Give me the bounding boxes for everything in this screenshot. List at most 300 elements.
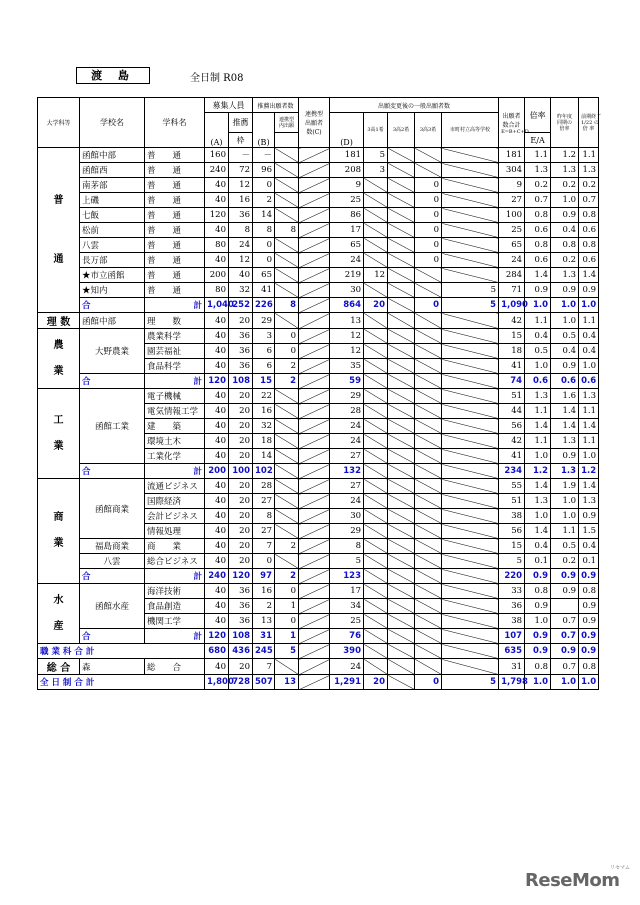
capa-applicants [275, 494, 299, 509]
general-other [442, 329, 499, 344]
capacity-a: 40 [205, 494, 229, 509]
dept-name: 建 築 [145, 419, 205, 434]
total-e: 42 [499, 434, 525, 449]
header-limit2: 枠 [229, 133, 253, 148]
recommend-b: 507 [253, 675, 275, 690]
capacity-a: 40 [205, 329, 229, 344]
general-g2 [388, 539, 415, 554]
recommend-b: 8 [253, 223, 275, 238]
rate: 0.9 [525, 283, 551, 298]
general-g1 [364, 644, 388, 659]
general-d: 12 [330, 344, 364, 359]
total-e: 15 [499, 539, 525, 554]
general-d: 76 [330, 629, 364, 644]
dept-name: 園芸福祉 [145, 344, 205, 359]
total-e: 74 [499, 374, 525, 389]
linked-c [299, 223, 330, 238]
total-e: 1,090 [499, 298, 525, 313]
linked-c [299, 329, 330, 344]
general-g3 [415, 148, 442, 163]
header-g2: 3高2希 [388, 113, 415, 148]
school-name: 森 [80, 659, 145, 675]
linked-c [299, 569, 330, 584]
header-linked: 連携型 出願者 数(C) [299, 98, 330, 148]
recommend-b: 96 [253, 163, 275, 178]
final-rate: 0.8 [579, 584, 599, 599]
total-e: 234 [499, 464, 525, 479]
general-other [442, 389, 499, 404]
header-final: 前期終了 1/22 の 倍 率 [579, 98, 599, 148]
recommend-b: 28 [253, 479, 275, 494]
dept-name: 普 通 [145, 178, 205, 193]
general-d: 24 [330, 253, 364, 268]
recommend-limit: 20 [229, 539, 253, 554]
general-g1 [364, 479, 388, 494]
recommend-limit: 436 [229, 644, 253, 659]
dept-name: 理 数 [145, 313, 205, 329]
recommend-limit: 20 [229, 659, 253, 675]
general-g1 [364, 344, 388, 359]
capa-applicants: 2 [275, 374, 299, 389]
general-g2 [388, 344, 415, 359]
linked-c [299, 389, 330, 404]
table-row [38, 163, 599, 178]
final-rate: 1.3 [579, 163, 599, 178]
capa-applicants [275, 554, 299, 569]
final-rate: 1.4 [579, 419, 599, 434]
header-g1: 3高1希 [364, 113, 388, 148]
rate: 1.4 [525, 479, 551, 494]
final-rate: 0.2 [579, 178, 599, 193]
dept-name: 電子機械 [145, 389, 205, 404]
general-g2 [388, 178, 415, 193]
general-g2 [388, 329, 415, 344]
general-g2 [388, 509, 415, 524]
final-rate: 1.0 [579, 298, 599, 313]
general-g3 [415, 389, 442, 404]
recommend-b: 8 [253, 509, 275, 524]
final-rate: 0.4 [579, 539, 599, 554]
capa-applicants [275, 253, 299, 268]
rate: 1.0 [525, 614, 551, 629]
prev-rate: 0.5 [551, 539, 579, 554]
prev-rate: 0.6 [551, 374, 579, 389]
general-g3 [415, 599, 442, 614]
total-e: 38 [499, 614, 525, 629]
linked-c [299, 268, 330, 283]
dept-name: 流通ビジネス [145, 479, 205, 494]
linked-c [299, 524, 330, 539]
capa-applicants [275, 509, 299, 524]
capacity-a: 40 [205, 359, 229, 374]
school-name: 函館商業 [80, 479, 145, 539]
total-e: 1,798 [499, 675, 525, 690]
prev-rate: 1.0 [551, 494, 579, 509]
dept-name: 普 通 [145, 193, 205, 208]
general-d: 13 [330, 313, 364, 329]
linked-c [299, 614, 330, 629]
general-g2 [388, 494, 415, 509]
linked-c [299, 539, 330, 554]
capacity-a: 40 [205, 389, 229, 404]
table-row [38, 178, 599, 193]
header-ea: E/A [525, 133, 551, 148]
general-g3 [415, 313, 442, 329]
dept-name: 商 業 [145, 539, 205, 554]
prev-rate: 0.9 [551, 283, 579, 298]
linked-c [299, 554, 330, 569]
final-rate: 0.9 [579, 569, 599, 584]
final-rate: 0.9 [579, 509, 599, 524]
general-g1: 3 [364, 163, 388, 178]
table-row [38, 223, 599, 238]
general-d: 24 [330, 494, 364, 509]
recommend-limit: 120 [229, 569, 253, 584]
general-other [442, 419, 499, 434]
general-d: 30 [330, 509, 364, 524]
fulltime-total-label: 全 日 制 合 計 [38, 675, 205, 690]
general-g1 [364, 374, 388, 389]
linked-c [299, 584, 330, 599]
general-other [442, 208, 499, 223]
general-other [442, 629, 499, 644]
total-e: 18 [499, 344, 525, 359]
rate: 1.0 [525, 509, 551, 524]
general-other [442, 223, 499, 238]
final-rate: 0.6 [579, 374, 599, 389]
general-other [442, 599, 499, 614]
header-limit: 推薦 [229, 113, 253, 133]
final-rate: 1.0 [579, 449, 599, 464]
total-e: 56 [499, 524, 525, 539]
general-d: 8 [330, 539, 364, 554]
general-other [442, 374, 499, 389]
prev-rate: 1.4 [551, 419, 579, 434]
prev-rate: 1.3 [551, 268, 579, 283]
linked-c [299, 208, 330, 223]
school-name: 函館工業 [80, 389, 145, 464]
header-total: 出願者 数合計 E=B+C+D [499, 98, 525, 148]
dept-name: 情報処理 [145, 524, 205, 539]
general-g1: 20 [364, 675, 388, 690]
recommend-limit: 20 [229, 389, 253, 404]
recommend-b: 102 [253, 464, 275, 479]
rate: 1.1 [525, 148, 551, 163]
total-e: 220 [499, 569, 525, 584]
dept-name: 会計ビジネス [145, 509, 205, 524]
total-e: 27 [499, 193, 525, 208]
header-rate: 倍率 [525, 98, 551, 133]
general-g2 [388, 629, 415, 644]
general-g3 [415, 494, 442, 509]
general-g3 [415, 419, 442, 434]
rate: 0.8 [525, 208, 551, 223]
general-other [442, 238, 499, 253]
recommend-limit: 252 [229, 298, 253, 313]
rate: 1.4 [525, 524, 551, 539]
general-other [442, 554, 499, 569]
general-g1 [364, 524, 388, 539]
prev-rate: 0.7 [551, 614, 579, 629]
recommend-limit: 36 [229, 359, 253, 374]
general-other [442, 659, 499, 675]
general-d: 35 [330, 359, 364, 374]
general-other [442, 524, 499, 539]
linked-c [299, 644, 330, 659]
general-g1 [364, 614, 388, 629]
rate: 0.7 [525, 193, 551, 208]
linked-c [299, 374, 330, 389]
general-g1 [364, 569, 388, 584]
general-g3 [415, 283, 442, 298]
recommend-b: 16 [253, 404, 275, 419]
prev-rate: 0.2 [551, 554, 579, 569]
linked-c [299, 434, 330, 449]
recommend-limit: 20 [229, 479, 253, 494]
table-row [38, 208, 599, 223]
linked-c [299, 509, 330, 524]
recommend-b: 27 [253, 524, 275, 539]
general-g3 [415, 539, 442, 554]
recommend-b: 31 [253, 629, 275, 644]
recommend-limit: 36 [229, 584, 253, 599]
header-other: 市町村立高等学校 [442, 113, 499, 148]
applicants-table [37, 97, 602, 690]
general-g3 [415, 659, 442, 675]
general-g3 [415, 554, 442, 569]
general-g3 [415, 479, 442, 494]
rate: 0.6 [525, 253, 551, 268]
capa-applicants [275, 419, 299, 434]
capa-applicants [275, 313, 299, 329]
rate: 0.9 [525, 569, 551, 584]
category-futsu: 普 通 [38, 148, 80, 313]
capacity-a: 40 [205, 434, 229, 449]
header-general: 出願変更後の一般出願者数 [330, 98, 499, 113]
general-g3 [415, 344, 442, 359]
general-other [442, 614, 499, 629]
capacity-a: 1,800 [205, 675, 229, 690]
linked-c [299, 163, 330, 178]
general-g3 [415, 629, 442, 644]
school-name: 七飯 [80, 208, 145, 223]
general-g3 [415, 374, 442, 389]
rate: 1.1 [525, 313, 551, 329]
capa-applicants: 0 [275, 584, 299, 599]
school-name: 長万部 [80, 253, 145, 268]
table-row [38, 268, 599, 283]
dept-name: 普 通 [145, 283, 205, 298]
recommend-limit: 20 [229, 449, 253, 464]
final-rate: 0.9 [579, 283, 599, 298]
recommend-limit: 72 [229, 163, 253, 178]
linked-c [299, 479, 330, 494]
capa-applicants: 1 [275, 599, 299, 614]
header-dept: 学科名 [145, 98, 205, 148]
general-g2 [388, 238, 415, 253]
linked-c [299, 344, 330, 359]
category-sui: 水 産 [38, 584, 80, 644]
general-other [442, 464, 499, 479]
final-rate: 1.5 [579, 524, 599, 539]
capa-applicants: 5 [275, 644, 299, 659]
header-recommend: 推薦出願者数 [253, 98, 299, 113]
general-other [442, 344, 499, 359]
general-other [442, 148, 499, 163]
general-g1 [364, 509, 388, 524]
total-e: 5 [499, 554, 525, 569]
final-rate: 0.8 [579, 659, 599, 675]
capacity-a: 40 [205, 614, 229, 629]
grand-row [38, 644, 599, 659]
dept-name: 農業科学 [145, 329, 205, 344]
subtotal-label2: 計 [145, 629, 205, 644]
prev-rate: 1.0 [551, 193, 579, 208]
general-g1 [364, 193, 388, 208]
general-g1 [364, 659, 388, 675]
table-row [38, 389, 599, 404]
general-other [442, 313, 499, 329]
rate: 0.8 [525, 659, 551, 675]
prev-rate: 1.3 [551, 464, 579, 479]
rate: 0.8 [525, 584, 551, 599]
capacity-a: 200 [205, 268, 229, 283]
rate: 1.1 [525, 434, 551, 449]
header-school: 学校名 [80, 98, 145, 148]
total-e: 15 [499, 329, 525, 344]
general-other [442, 539, 499, 554]
recommend-b: 14 [253, 208, 275, 223]
header-g3: 3高3希 [415, 113, 442, 148]
dept-name: 普 通 [145, 268, 205, 283]
capa-applicants [275, 268, 299, 283]
linked-c [299, 675, 330, 690]
prev-rate: 0.9 [551, 208, 579, 223]
general-g1 [364, 283, 388, 298]
dept-name: 普 通 [145, 238, 205, 253]
capacity-a: 40 [205, 404, 229, 419]
general-g1 [364, 238, 388, 253]
capacity-a: 680 [205, 644, 229, 659]
general-other [442, 449, 499, 464]
recommend-limit: 20 [229, 404, 253, 419]
prev-rate: 0.7 [551, 659, 579, 675]
general-g3 [415, 449, 442, 464]
rate: 1.0 [525, 359, 551, 374]
school-name: 八雲 [80, 554, 145, 569]
recommend-b: 41 [253, 283, 275, 298]
capacity-a: 40 [205, 449, 229, 464]
rate: 0.8 [525, 238, 551, 253]
total-e: 38 [499, 509, 525, 524]
capacity-a: 40 [205, 554, 229, 569]
capa-applicants [275, 659, 299, 675]
general-g2 [388, 389, 415, 404]
capa-applicants: 0 [275, 344, 299, 359]
general-d: 25 [330, 193, 364, 208]
general-g3: 0 [415, 208, 442, 223]
general-g2 [388, 253, 415, 268]
general-g1 [364, 313, 388, 329]
general-g2 [388, 313, 415, 329]
region-label: 渡 島 [76, 67, 150, 84]
rate: 1.4 [525, 419, 551, 434]
total-e: 41 [499, 449, 525, 464]
capacity-a: 1,040 [205, 298, 229, 313]
general-d: 24 [330, 419, 364, 434]
general-d: 59 [330, 374, 364, 389]
rate: 0.9 [525, 629, 551, 644]
capa-applicants [275, 178, 299, 193]
dept-name: 総 合 [145, 659, 205, 675]
prev-rate: 0.8 [551, 238, 579, 253]
final-rate: 0.6 [579, 223, 599, 238]
general-g2 [388, 644, 415, 659]
general-g1 [364, 419, 388, 434]
general-g1 [364, 389, 388, 404]
prev-rate: 0.7 [551, 629, 579, 644]
recommend-limit: 36 [229, 599, 253, 614]
prev-rate: 1.0 [551, 298, 579, 313]
general-g3 [415, 569, 442, 584]
rate: 0.5 [525, 344, 551, 359]
subtotal-label: 合 [80, 569, 145, 584]
general-d: 17 [330, 584, 364, 599]
subtotal-label2: 計 [145, 298, 205, 313]
linked-c [299, 193, 330, 208]
total-e: 31 [499, 659, 525, 675]
capacity-a: 160 [205, 148, 229, 163]
recommend-limit: 20 [229, 494, 253, 509]
capa-applicants [275, 238, 299, 253]
capacity-a: 40 [205, 524, 229, 539]
linked-c [299, 494, 330, 509]
header-b: (B) [253, 113, 275, 148]
general-g1 [364, 404, 388, 419]
school-name: 函館中部 [80, 313, 145, 329]
capa-applicants [275, 434, 299, 449]
recommend-limit: 24 [229, 238, 253, 253]
dept-name: 環境土木 [145, 434, 205, 449]
rate: 1.2 [525, 464, 551, 479]
capa-applicants: 1 [275, 629, 299, 644]
capa-applicants [275, 283, 299, 298]
school-name: 大野農業 [80, 329, 145, 374]
capacity-a: 40 [205, 539, 229, 554]
dept-name: 普 通 [145, 253, 205, 268]
recommend-limit: 12 [229, 253, 253, 268]
final-rate: 1.1 [579, 148, 599, 163]
rate: 0.6 [525, 223, 551, 238]
prev-rate: 0.9 [551, 569, 579, 584]
school-name: 八雲 [80, 238, 145, 253]
general-g3 [415, 163, 442, 178]
general-g3 [415, 404, 442, 419]
general-g3: 0 [415, 675, 442, 690]
rate: 1.3 [525, 389, 551, 404]
resemom-logo: ReseMom [525, 870, 620, 891]
capa-applicants: 2 [275, 539, 299, 554]
dept-name: 食品科学 [145, 359, 205, 374]
category-kou: 工 業 [38, 389, 80, 479]
general-other [442, 494, 499, 509]
linked-c [299, 253, 330, 268]
prev-rate: 0.9 [551, 644, 579, 659]
capacity-a: 240 [205, 163, 229, 178]
recommend-limit: 36 [229, 614, 253, 629]
general-d: 25 [330, 614, 364, 629]
capa-applicants [275, 524, 299, 539]
